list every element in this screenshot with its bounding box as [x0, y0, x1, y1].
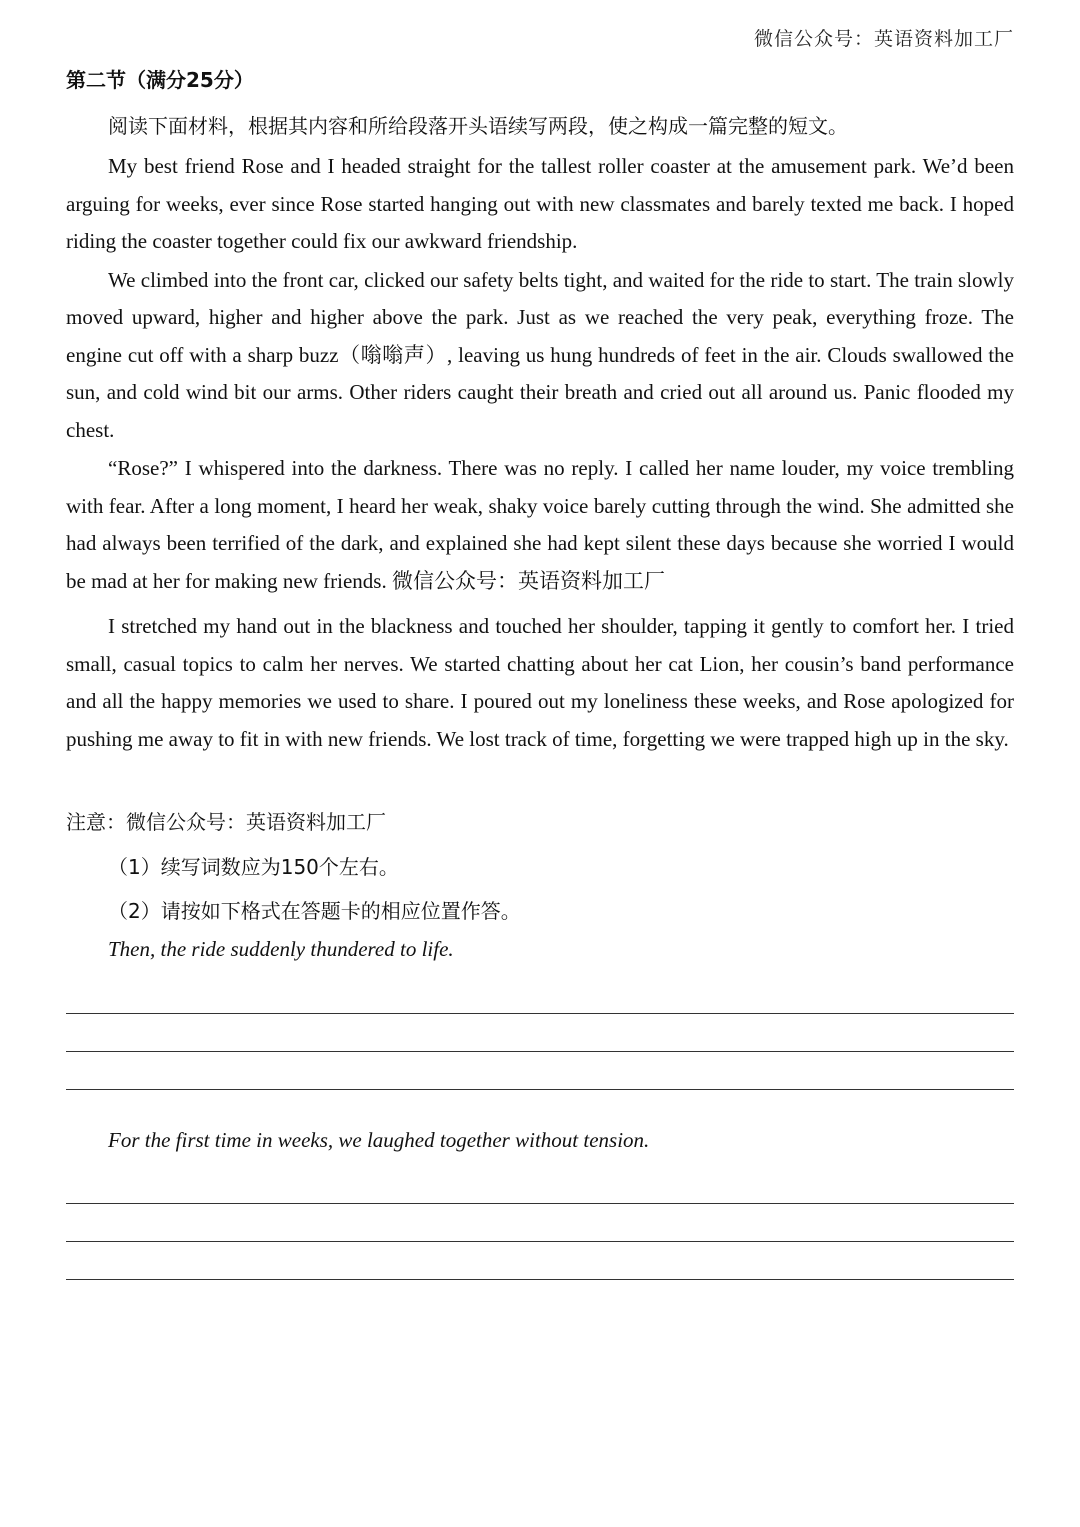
requirement-2: （2）请按如下格式在答题卡的相应位置作答。: [108, 899, 521, 923]
header-watermark: 微信公众号：英语资料加工厂: [753, 28, 1014, 50]
continuation-prompt-2: For the first time in weeks, we laughed together without tension.: [108, 1128, 650, 1152]
section-title: 第二节（满分25分）: [66, 68, 254, 92]
instruction-text: 阅读下面材料，根据其内容和所给段落开头语续写两段，使之构成一篇完整的短文。: [108, 114, 848, 138]
answer-line[interactable]: [66, 1051, 1014, 1052]
answer-line[interactable]: [66, 1279, 1014, 1280]
requirement-1: （1）续写词数应为150个左右。: [108, 855, 399, 879]
notes-label: 注意：微信公众号：英语资料加工厂: [66, 810, 386, 834]
passage-paragraph-1: My best friend Rose and I headed straight for the tallest roller coaster at the amusement park. We’d been arguing for weeks, ever since Rose started hanging out with new classmates and barely texted me back. I hoped riding the coaster together could fix our awkward friendship.: [66, 154, 1014, 253]
reading-passage: [66, 148, 1014, 758]
passage-paragraph-3: “Rose?” I whispered into the darkness. There was no reply. I called her name louder, my voice trembling with fear. After a long moment, I heard her weak, shaky voice barely cutting through the wind. She admitted she had always been terrified of the dark, and explained she had kept silent these days because she worried I would be mad at her for making new friends. 微信公众号：英语资料加工厂: [66, 456, 1014, 593]
passage-paragraph-2: We climbed into the front car, clicked our safety belts tight, and waited for the ride to start. The train slowly moved upward, higher and higher above the park. Just as we reached the very peak, everything froze. The engine cut off with a sharp buzz（嗡嗡声）, leaving us hung hundreds of feet in the air. Clouds swallowed the sun, and cold wind bit our arms. Other riders caught their breath and cried out all around us. Panic flooded my chest.: [66, 267, 1014, 442]
answer-line[interactable]: [66, 1013, 1014, 1014]
passage-paragraph-4: I stretched my hand out in the blackness and touched her shoulder, tapping it gently to comfort her. I tried small, casual topics to calm her nerves. We started chatting about her cat Lion, her cousin’s band performance and all the happy memories we used to share. I poured out my loneliness these weeks, and Rose apologized for pushing me away to fit in with new friends. We lost track of time, forgetting we were trapped high up in the sky.: [66, 614, 1014, 751]
answer-line[interactable]: [66, 1241, 1014, 1242]
answer-line[interactable]: [66, 1089, 1014, 1090]
answer-line[interactable]: [66, 1203, 1014, 1204]
continuation-prompt-1: Then, the ride suddenly thundered to life.: [108, 937, 454, 961]
